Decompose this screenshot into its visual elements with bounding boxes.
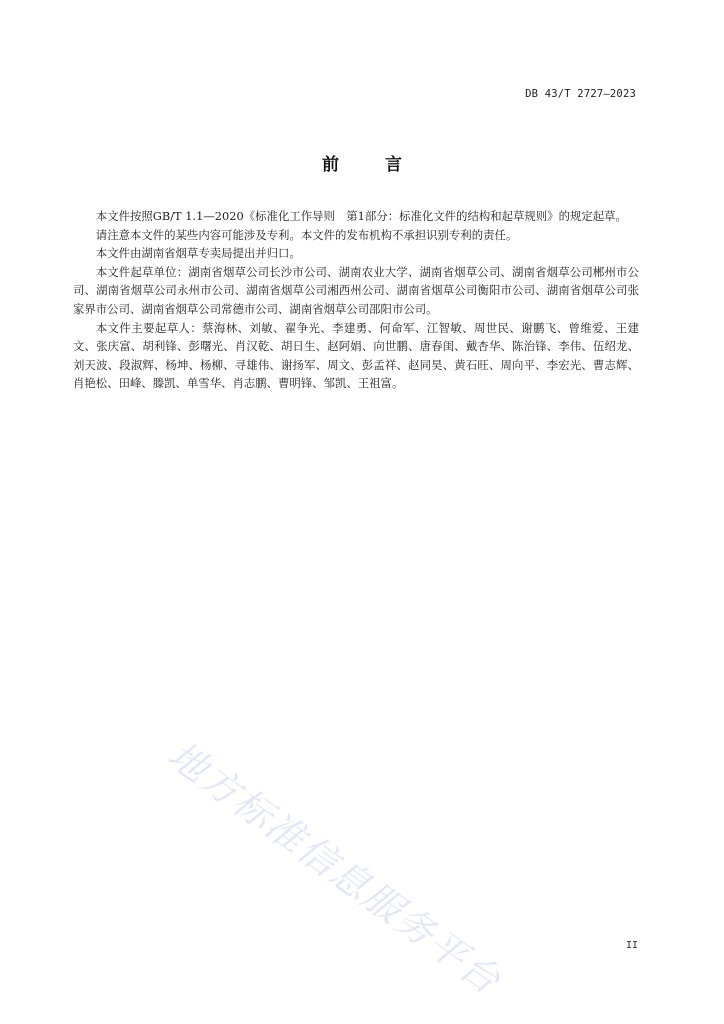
paragraph-proposer: 本文件由湖南省烟草专卖局提出并归口。	[95, 246, 301, 261]
paragraph-drafting-basis: 本文件按照GB/T 1.1—2020《标准化工作导则 第1部分：标准化文件的结构和起草规则》的规定起草。	[95, 209, 627, 223]
paragraph-patent-notice: 请注意本文件的某些内容可能涉及专利。本文件的发布机构不承担识别专利的责任。	[95, 227, 518, 242]
paragraph-drafters: 本文件主要起草人：蔡海林、刘敏、翟争光、李建勇、何命军、江智敏、周世民、谢鹏飞、曾维爱、王建文、张庆富、胡利锋、彭曙光、肖汉乾、胡日生、赵阿娟、向世鹏、唐春闺、戴杏华、陈治锋、李伟、伍绍龙、刘天波、段淑辉、杨坤、杨柳、寻雄伟、谢扬军、周文、彭孟祥、赵同昊、黄石旺、周向平、李宏光、曹志辉、肖艳松、田峰、滕凯、单雪华、肖志鹏、曹明锋、邹凯、王祖富。	[73, 320, 639, 391]
document-code: DB 43/T 2727—2023	[525, 88, 636, 100]
paragraph-drafting-units: 本文件起草单位：湖南省烟草公司长沙市公司、湖南农业大学、湖南省烟草公司、湖南省烟草公司郴州市公司、湖南省烟草公司永州市公司、湖南省烟草公司湘西州公司、湖南省烟草公司衡阳市公司、湖南省烟草公司张家界市公司、湖南省烟草公司常德市公司、湖南省烟草公司邵阳市公司。	[73, 264, 639, 316]
watermark: 地方标准信息服务平台	[160, 732, 510, 1004]
page-number: II	[625, 940, 638, 951]
page-title: 前言	[322, 155, 448, 175]
foreword-body	[73, 207, 639, 393]
